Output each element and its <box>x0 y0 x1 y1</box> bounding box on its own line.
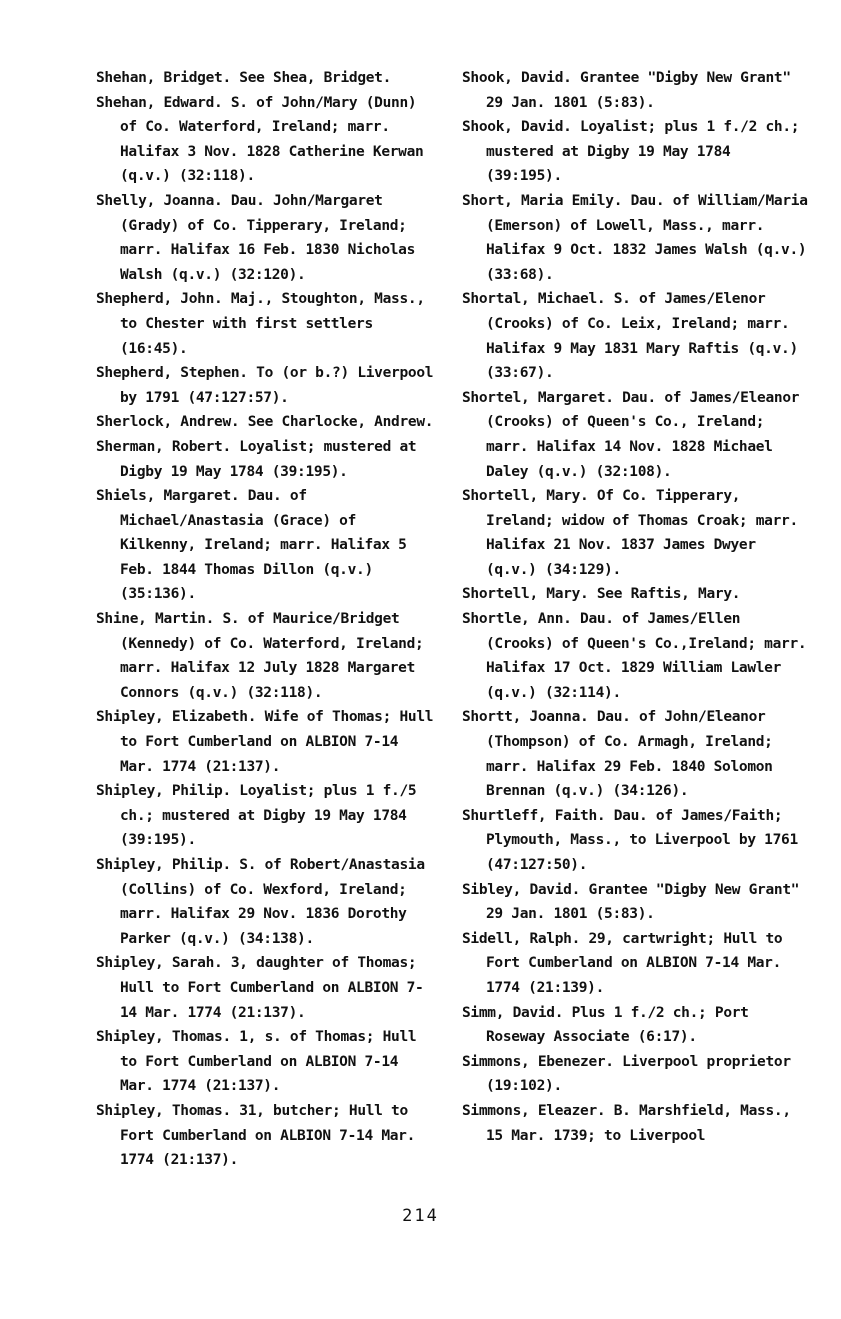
entry: Shortell, Mary. See Raftis, Mary. <box>462 586 741 603</box>
entry: Shook, David. Loyalist; plus 1 f./2 ch.; mustered at Digby 19 May 1784 (39:195). <box>462 119 800 185</box>
entry: Shortt, Joanna. Dau. of John/Eleanor (Thompson) of Co. Armagh, Ireland; marr. Halifax 29 Feb. 1840 Solomon Brennan (q.v.) (34:126). <box>462 709 773 800</box>
entry: Shurtleff, Faith. Dau. of James/Faith; Plymouth, Mass., to Liverpool by 1761 (47:127:50). <box>462 807 798 873</box>
entry: Shepherd, John. Maj., Stoughton, Mass., to Chester with first settlers (16:45). <box>96 291 425 357</box>
entry: Shehan, Edward. S. of John/Mary (Dunn) of Co. Waterford, Ireland; marr. Halifax 3 Nov. 1828 Catherine Kerwan (q.v.) (32:118). <box>96 94 424 185</box>
entry: Shipley, Thomas. 1, s. of Thomas; Hull to Fort Cumberland on ALBION 7-14 Mar. 1774 (21:137). <box>96 1029 417 1095</box>
entry: Shortle, Ann. Dau. of James/Ellen (Crooks) of Queen's Co.,Ireland; marr. Halifax 17 Oct. 1829 William Lawler (q.v.) (32:114). <box>462 611 807 701</box>
entry: Simm, David. Plus 1 f./2 ch.; Port Roseway Associate (6:17). <box>462 1004 749 1046</box>
entry: Shipley, Philip. S. of Robert/Anastasia (Collins) of Co. Wexford, Ireland; marr. Halifax 29 Nov. 1836 Dorothy Parker (q.v.) (34:138). <box>96 857 425 947</box>
entry: Sherman, Robert. Loyalist; mustered at Digby 19 May 1784 (39:195). <box>96 438 417 480</box>
entry: Sidell, Ralph. 29, cartwright; Hull to Fort Cumberland on ALBION 7-14 Mar. 1774 (21:139). <box>462 930 783 996</box>
entry: Shepherd, Stephen. To (or b.?) Liverpool by 1791 (47:127:57). <box>96 365 434 406</box>
right-column <box>462 66 812 1148</box>
entry: Short, Maria Emily. Dau. of William/Maria (Emerson) of Lowell, Mass., marr. Halifax 9 Oct. 1832 James Walsh (q.v.) (33:68). <box>462 192 808 283</box>
entry: Shipley, Elizabeth. Wife of Thomas; Hull to Fort Cumberland on ALBION 7-14 Mar. 1774 (21:137). <box>96 709 434 775</box>
entry: Simmons, Ebenezer. Liverpool proprietor (19:102). <box>462 1053 791 1095</box>
entry: Shiels, Margaret. Dau. of Michael/Anastasia (Grace) of Kilkenny, Ireland; marr. Halifax 5 Feb. 1844 Thomas Dillon (q.v.) (35:136). <box>96 488 407 603</box>
entry: Shehan, Bridget. See Shea, Bridget. <box>96 70 392 86</box>
entry: Shelly, Joanna. Dau. John/Margaret (Grady) of Co. Tipperary, Ireland; marr. Halifax 16 Feb. 1830 Nicholas Walsh (q.v.) (32:120). <box>96 192 416 283</box>
entry: Shortell, Mary. Of Co. Tipperary, Ireland; widow of Thomas Croak; marr. Halifax 21 Nov. 1837 James Dwyer (q.v.) (34:129). <box>462 488 798 578</box>
entry: Sherlock, Andrew. See Charlocke, Andrew. <box>96 414 434 431</box>
entry: Shook, David. Grantee "Digby New Grant" 29 Jan. 1801 (5:83). <box>462 70 791 111</box>
entry: Shipley, Sarah. 3, daughter of Thomas; Hull to Fort Cumberland on ALBION 7-14 Mar. 1774 (21:137). <box>96 955 424 1021</box>
entry: Sibley, David. Grantee "Digby New Grant" 29 Jan. 1801 (5:83). <box>462 881 800 923</box>
entry: Shortal, Michael. S. of James/Elenor (Crooks) of Co. Leix, Ireland; marr. Halifax 9 May 1831 Mary Raftis (q.v.) (33:67). <box>462 291 798 382</box>
entry: Shortel, Margaret. Dau. of James/Eleanor (Crooks) of Queen's Co., Ireland; marr. Halifax 14 Nov. 1828 Michael Daley (q.v.) (32:108). <box>462 389 800 480</box>
page-number: 214 <box>402 1206 439 1226</box>
entry: Shine, Martin. S. of Maurice/Bridget (Kennedy) of Co. Waterford, Ireland; marr. Halifax 12 July 1828 Margaret Connors (q.v.) (32:118). <box>96 611 424 701</box>
entry: Shipley, Philip. Loyalist; plus 1 f./5 ch.; mustered at Digby 19 May 1784 (39:195). <box>96 783 417 849</box>
entry: Shipley, Thomas. 31, butcher; Hull to Fort Cumberland on ALBION 7-14 Mar. 1774 (21:137). <box>96 1102 416 1169</box>
left-column <box>96 66 436 1173</box>
entry: Simmons, Eleazer. B. Marshfield, Mass., 15 Mar. 1739; to Liverpool <box>462 1102 791 1144</box>
